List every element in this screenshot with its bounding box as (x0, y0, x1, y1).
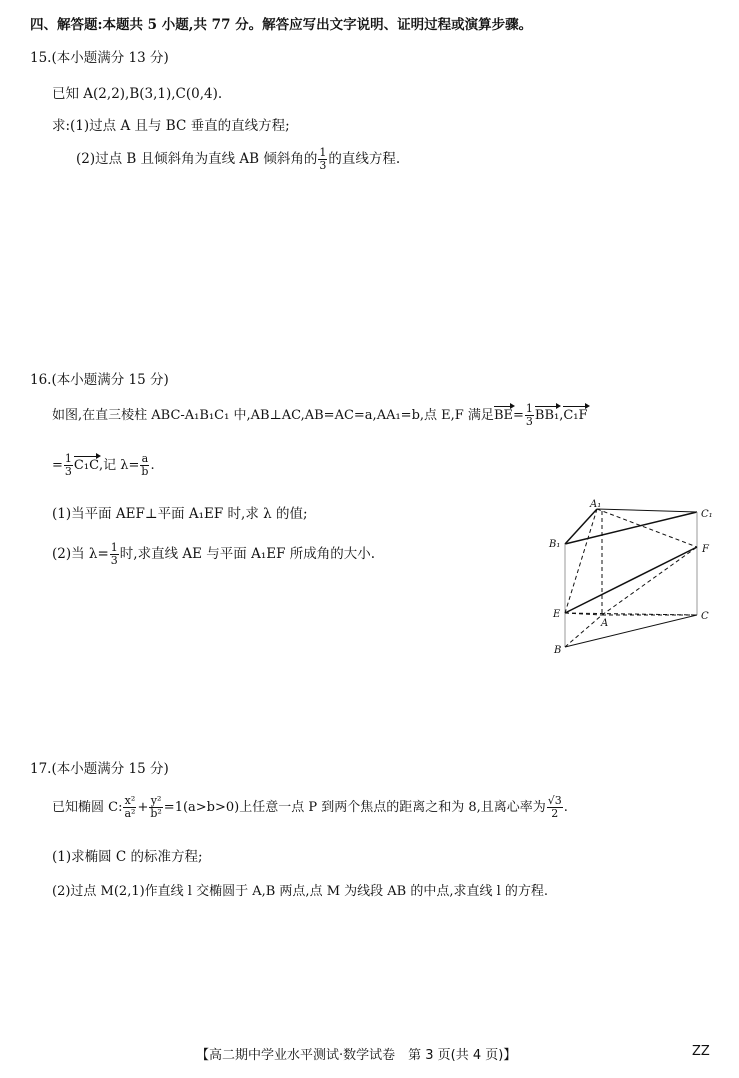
vector-BE: BE (493, 408, 513, 423)
q17-b2: b² (150, 807, 162, 820)
q17-y-frac (149, 795, 162, 820)
q17-y2: y² (150, 794, 162, 807)
q15-frac-den: 3 (319, 159, 327, 172)
q16-line2-eq: = (52, 458, 63, 473)
q16-part2 (52, 542, 375, 567)
q15-number: 15.(本小题满分 13 分) (30, 50, 169, 66)
q17-given (52, 795, 568, 820)
label-B1: B₁ (549, 539, 561, 550)
line-A1F (597, 509, 697, 547)
line-AF (602, 547, 697, 615)
label-C: C (701, 611, 709, 622)
label-A1: A₁ (590, 499, 602, 510)
q16-comma: , (559, 408, 564, 423)
q17-part2: (2)过点 M(2,1)作直线 l 交椭圆于 A,B 两点,点 M 为线段 AB 的中点,求直线 l 的方程. (52, 884, 549, 899)
q15-frac-num: 1 (319, 146, 327, 159)
vector-C1C: C₁C (73, 458, 100, 473)
q16-frac2-num: 1 (64, 452, 72, 465)
q17-given-prefix: 已知椭圆 C: (52, 800, 123, 815)
label-C1: C₁ (701, 509, 713, 520)
q16-part2-frac-num: 1 (110, 541, 118, 554)
label-A: A (601, 618, 609, 629)
q16-part2-suffix: 时,求直线 AE 与平面 A₁EF 所成角的大小. (119, 546, 376, 562)
line-EF (565, 547, 697, 613)
q17-x-frac (123, 795, 136, 820)
q16-part2-frac-den: 3 (110, 554, 118, 567)
prism-figure (540, 495, 720, 660)
q15-fraction (318, 147, 327, 172)
q17-ecc-frac (547, 795, 563, 820)
q16-frac2 (64, 453, 73, 478)
edge-A1B1 (565, 509, 597, 544)
q16-frac2-den: 3 (64, 465, 72, 478)
q16-part2-prefix: (2)当 λ= (52, 546, 109, 562)
q16-line2-end: . (150, 458, 155, 473)
q16-part1: (1)当平面 AEF⊥平面 A₁EF 时,求 λ 的值; (52, 506, 308, 522)
label-F: F (702, 544, 709, 555)
q17-a2: a² (124, 807, 136, 820)
q16-frac1 (525, 403, 534, 428)
q15-part2 (76, 147, 400, 172)
q17-ecc-den: 2 (551, 807, 559, 820)
q17-number: 17.(本小题满分 15 分) (30, 761, 169, 777)
page-footer-code: ZZ (692, 1044, 710, 1059)
q16-number: 16.(本小题满分 15 分) (30, 372, 169, 388)
page-footer-title: 【高二期中学业水平测试·数学试卷 第 3 页(共 4 页)】 (196, 1048, 517, 1063)
q15-part2-prefix: (2)过点 B 且倾斜角为直线 AB 倾斜角的 (76, 151, 318, 167)
section-header: 四、解答题:本题共 5 小题,共 77 分。解答应写出文字说明、证明过程或演算步骤。 (30, 17, 533, 33)
edge-BC (565, 615, 697, 647)
q16-lambda-def: ,记 λ= (99, 458, 140, 473)
q17-given-mid: =1(a>b>0)上任意一点 P 到两个焦点的距离之和为 8,且离心率为 (163, 800, 546, 815)
line-A1E (565, 509, 597, 613)
q17-given-end: . (563, 800, 568, 815)
label-B: B (554, 645, 562, 656)
q16-frac1-den: 3 (525, 415, 533, 428)
q15-given: 已知 A(2,2),B(3,1),C(0,4). (52, 86, 223, 102)
q16-part2-frac (110, 542, 119, 567)
q17-x2: x² (124, 794, 136, 807)
q16-line2 (52, 453, 155, 478)
q16-frac1-num: 1 (525, 402, 533, 415)
label-E: E (553, 609, 561, 620)
q17-ecc-num: √3 (547, 794, 562, 807)
q16-lambda-num: a (141, 452, 149, 465)
q17-part1: (1)求椭圆 C 的标准方程; (52, 849, 203, 865)
q16-lambda-den: b (141, 465, 149, 478)
vector-C1F: C₁F (563, 408, 588, 423)
q16-line1 (52, 403, 588, 428)
edge-A1C1 (597, 509, 697, 512)
q16-eq1: = (512, 408, 524, 423)
q15-part1: 求:(1)过点 A 且与 BC 垂直的直线方程; (52, 118, 290, 134)
q15-part2-suffix: 的直线方程. (328, 151, 401, 167)
q16-line1-text: 如图,在直三棱柱 ABC-A₁B₁C₁ 中,AB⊥AC,AB=AC=a,AA₁=b,点 E,F 满足 (52, 408, 494, 423)
vector-BB1: BB₁ (534, 408, 560, 423)
q17-plus: + (137, 800, 149, 815)
q16-lambda-frac (140, 453, 149, 478)
